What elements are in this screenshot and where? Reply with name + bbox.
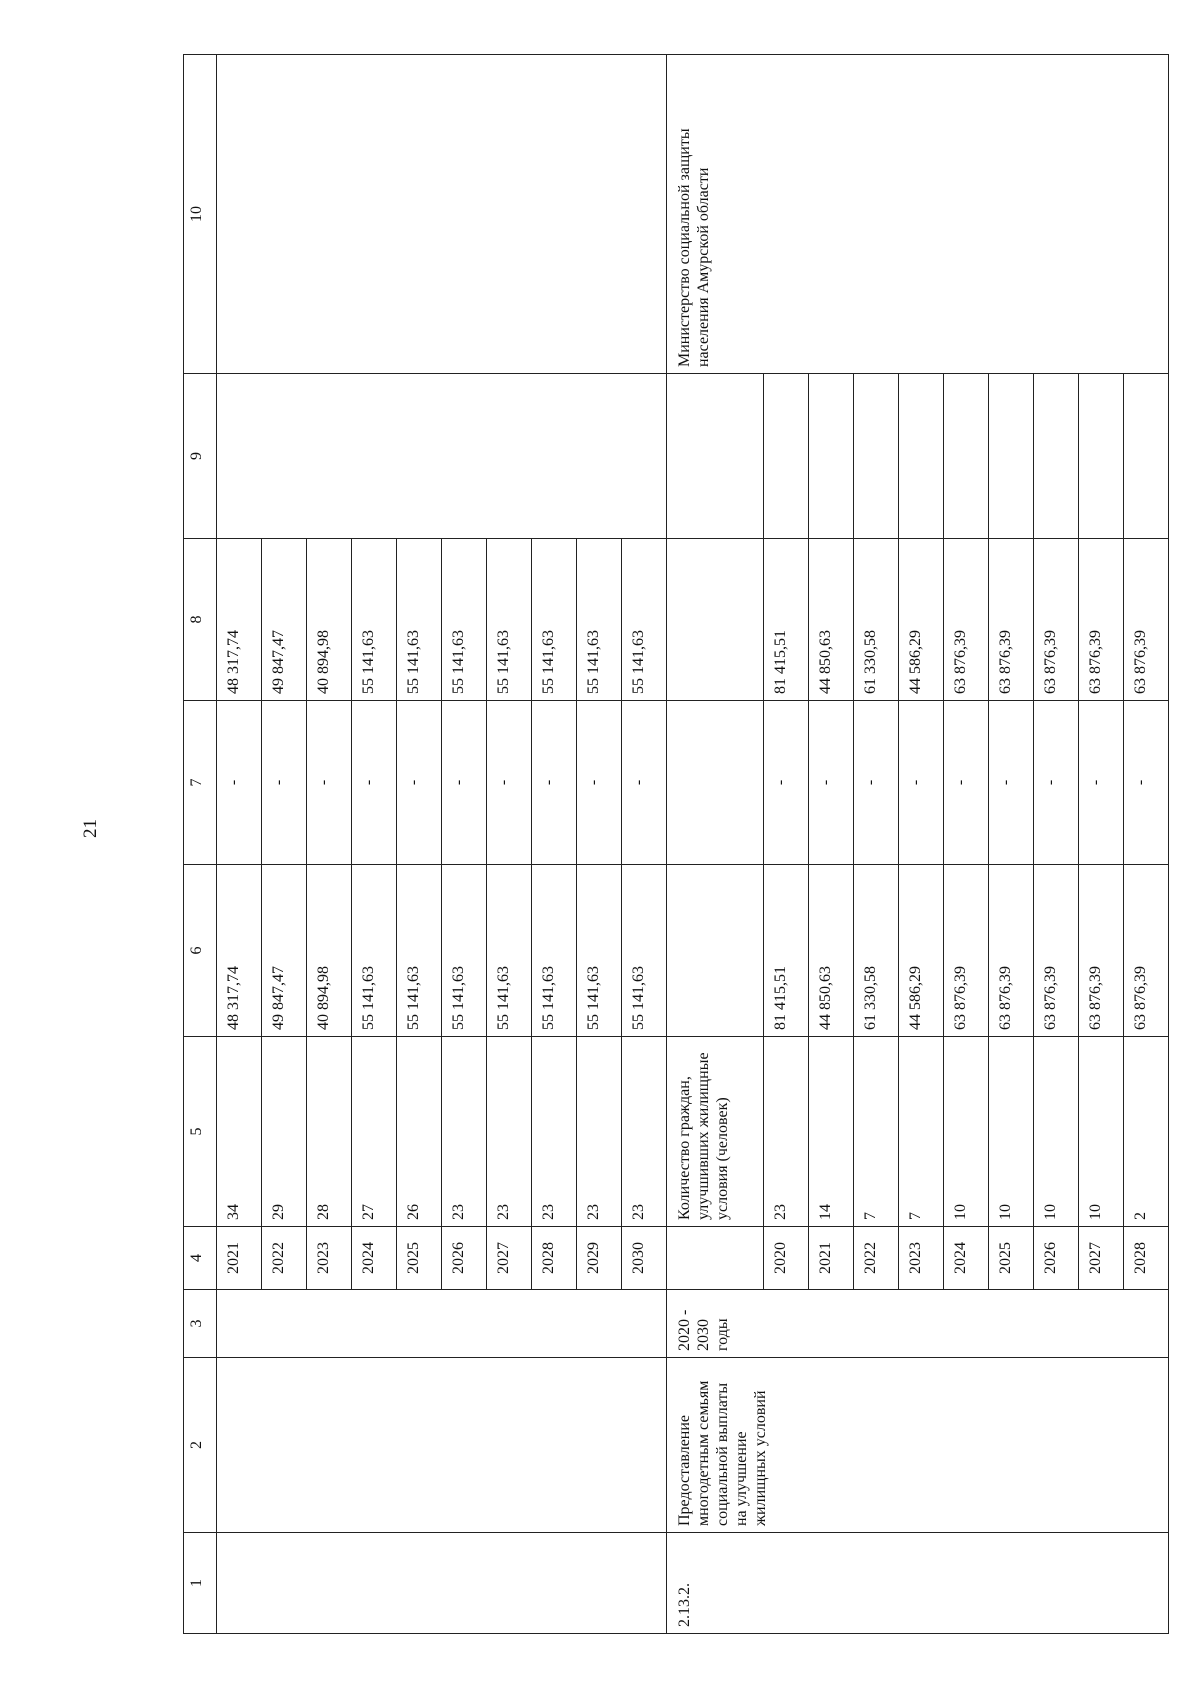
empty-cell <box>899 374 944 539</box>
table-row <box>577 55 622 1634</box>
empty-cell <box>397 1533 442 1634</box>
indicator-value-cell: 10 <box>1079 1037 1124 1227</box>
amount-cell: - <box>532 701 577 865</box>
empty-cell <box>307 374 352 539</box>
indicator-value-cell: 26 <box>397 1037 442 1227</box>
amount-cell: 44 850,63 <box>809 865 854 1037</box>
amount-cell: 55 141,63 <box>487 539 532 701</box>
table-body <box>217 55 1169 1634</box>
amount-cell: 81 415,51 <box>764 539 809 701</box>
column-number: 5 <box>184 1037 217 1227</box>
empty-cell <box>667 539 764 701</box>
table-row <box>352 55 397 1634</box>
amount-cell: - <box>397 701 442 865</box>
empty-cell <box>262 1290 307 1358</box>
empty-cell <box>532 55 577 374</box>
amount-cell: 44 850,63 <box>809 539 854 701</box>
column-number-row <box>184 55 217 1634</box>
table-row <box>307 55 352 1634</box>
year-cell: 2021 <box>217 1227 262 1290</box>
empty-cell <box>442 374 487 539</box>
indicator-value-cell: 23 <box>442 1037 487 1227</box>
indicator-value-cell: 28 <box>307 1037 352 1227</box>
amount-cell: 40 894,98 <box>307 539 352 701</box>
empty-cell <box>397 55 442 374</box>
amount-cell: 63 876,39 <box>1034 865 1079 1037</box>
indicator-value-cell: 23 <box>532 1037 577 1227</box>
table-row <box>397 55 442 1634</box>
amount-cell: - <box>577 701 622 865</box>
empty-cell <box>532 1290 577 1358</box>
empty-cell <box>217 374 262 539</box>
amount-cell: 63 876,39 <box>989 539 1034 701</box>
empty-cell <box>577 1358 622 1533</box>
empty-cell <box>262 1358 307 1533</box>
program-measures-table <box>183 54 1169 1634</box>
amount-cell: 48 317,74 <box>217 865 262 1037</box>
indicator-value-cell: 10 <box>944 1037 989 1227</box>
empty-cell <box>622 374 667 539</box>
amount-cell: 49 847,47 <box>262 865 307 1037</box>
amount-cell: 55 141,63 <box>577 865 622 1037</box>
amount-cell: - <box>442 701 487 865</box>
empty-cell <box>352 1358 397 1533</box>
amount-cell: 55 141,63 <box>397 865 442 1037</box>
executor-name: Министерство социальной защиты населения Амурской области <box>667 55 1169 374</box>
indicator-value-cell: 23 <box>622 1037 667 1227</box>
empty-cell <box>262 55 307 374</box>
empty-cell <box>622 1290 667 1358</box>
amount-cell: - <box>764 701 809 865</box>
measure-name: Предоставление многодетным семьям социальной выплаты на улучшение жилищных условий <box>667 1358 1169 1533</box>
indicator-value-cell: 23 <box>764 1037 809 1227</box>
empty-cell <box>944 374 989 539</box>
empty-cell <box>487 1533 532 1634</box>
amount-cell: 61 330,58 <box>854 865 899 1037</box>
empty-cell <box>622 1358 667 1533</box>
year-cell: 2026 <box>1034 1227 1079 1290</box>
empty-cell <box>1124 374 1169 539</box>
empty-cell <box>307 1533 352 1634</box>
column-number: 2 <box>184 1358 217 1533</box>
empty-cell <box>764 374 809 539</box>
year-cell: 2028 <box>532 1227 577 1290</box>
amount-cell: 81 415,51 <box>764 865 809 1037</box>
table-row <box>622 55 667 1634</box>
empty-cell <box>217 1533 262 1634</box>
amount-cell: 63 876,39 <box>944 865 989 1037</box>
year-cell: 2025 <box>989 1227 1034 1290</box>
column-number: 6 <box>184 865 217 1037</box>
amount-cell: 55 141,63 <box>442 539 487 701</box>
empty-cell <box>442 1358 487 1533</box>
amount-cell: 55 141,63 <box>532 539 577 701</box>
amount-cell: 49 847,47 <box>262 539 307 701</box>
column-number: 8 <box>184 539 217 701</box>
empty-cell <box>307 1358 352 1533</box>
amount-cell: - <box>899 701 944 865</box>
empty-cell <box>532 374 577 539</box>
empty-cell <box>622 55 667 374</box>
table-row <box>442 55 487 1634</box>
measure-period: 2020 - 2030 годы <box>667 1290 1169 1358</box>
amount-cell: - <box>809 701 854 865</box>
table-row <box>532 55 577 1634</box>
indicator-value-cell: 7 <box>854 1037 899 1227</box>
amount-cell: 55 141,63 <box>397 539 442 701</box>
empty-cell <box>667 1227 764 1290</box>
empty-cell <box>262 374 307 539</box>
indicator-value-cell: 23 <box>487 1037 532 1227</box>
amount-cell: 55 141,63 <box>352 539 397 701</box>
empty-cell <box>217 1290 262 1358</box>
year-cell: 2028 <box>1124 1227 1169 1290</box>
empty-cell <box>667 865 764 1037</box>
empty-cell <box>352 1290 397 1358</box>
year-cell: 2023 <box>899 1227 944 1290</box>
indicator-value-cell: 10 <box>989 1037 1034 1227</box>
page-number: 21 <box>80 819 101 838</box>
year-cell: 2024 <box>944 1227 989 1290</box>
measure-number: 2.13.2. <box>667 1533 1169 1634</box>
amount-cell: 48 317,74 <box>217 539 262 701</box>
amount-cell: 55 141,63 <box>487 865 532 1037</box>
amount-cell: - <box>1034 701 1079 865</box>
empty-cell <box>487 374 532 539</box>
indicator-value-cell: 34 <box>217 1037 262 1227</box>
amount-cell: - <box>307 701 352 865</box>
amount-cell: 63 876,39 <box>944 539 989 701</box>
indicator-value-cell: 14 <box>809 1037 854 1227</box>
indicator-value-cell: 27 <box>352 1037 397 1227</box>
year-cell: 2024 <box>352 1227 397 1290</box>
empty-cell <box>307 55 352 374</box>
amount-cell: - <box>1124 701 1169 865</box>
amount-cell: 55 141,63 <box>622 865 667 1037</box>
year-cell: 2022 <box>854 1227 899 1290</box>
empty-cell <box>577 1290 622 1358</box>
amount-cell: 55 141,63 <box>577 539 622 701</box>
empty-cell <box>262 1533 307 1634</box>
amount-cell: 55 141,63 <box>352 865 397 1037</box>
column-number: 1 <box>184 1533 217 1634</box>
indicator-name: Количество граждан, улучшивших жилищные условия (человек) <box>667 1037 764 1227</box>
empty-cell <box>442 1533 487 1634</box>
year-cell: 2030 <box>622 1227 667 1290</box>
indicator-value-cell: 23 <box>577 1037 622 1227</box>
empty-cell <box>397 1358 442 1533</box>
empty-cell <box>532 1358 577 1533</box>
year-cell: 2021 <box>809 1227 854 1290</box>
year-cell: 2020 <box>764 1227 809 1290</box>
empty-cell <box>352 55 397 374</box>
amount-cell: 55 141,63 <box>622 539 667 701</box>
table-row <box>262 55 307 1634</box>
amount-cell: - <box>352 701 397 865</box>
year-cell: 2027 <box>487 1227 532 1290</box>
amount-cell: 63 876,39 <box>1124 539 1169 701</box>
empty-cell <box>577 374 622 539</box>
amount-cell: - <box>989 701 1034 865</box>
year-cell: 2025 <box>397 1227 442 1290</box>
amount-cell: 44 586,29 <box>899 865 944 1037</box>
indicator-value-cell: 10 <box>1034 1037 1079 1227</box>
measure-header-row <box>667 55 764 1634</box>
amount-cell: - <box>854 701 899 865</box>
amount-cell: 44 586,29 <box>899 539 944 701</box>
empty-cell <box>809 374 854 539</box>
empty-cell <box>667 374 764 539</box>
indicator-value-cell: 29 <box>262 1037 307 1227</box>
empty-cell <box>577 1533 622 1634</box>
column-number: 4 <box>184 1227 217 1290</box>
amount-cell: - <box>622 701 667 865</box>
amount-cell: 63 876,39 <box>1079 865 1124 1037</box>
amount-cell: 63 876,39 <box>1124 865 1169 1037</box>
empty-cell <box>397 1290 442 1358</box>
year-cell: 2029 <box>577 1227 622 1290</box>
rotated-table-container <box>183 55 1149 1634</box>
column-number: 3 <box>184 1290 217 1358</box>
amount-cell: - <box>944 701 989 865</box>
empty-cell <box>442 55 487 374</box>
empty-cell <box>487 1290 532 1358</box>
empty-cell <box>989 374 1034 539</box>
empty-cell <box>397 374 442 539</box>
empty-cell <box>854 374 899 539</box>
column-number: 10 <box>184 55 217 374</box>
amount-cell: - <box>1079 701 1124 865</box>
empty-cell <box>577 55 622 374</box>
empty-cell <box>352 374 397 539</box>
empty-cell <box>667 701 764 865</box>
amount-cell: - <box>217 701 262 865</box>
year-cell: 2026 <box>442 1227 487 1290</box>
empty-cell <box>622 1533 667 1634</box>
amount-cell: - <box>487 701 532 865</box>
amount-cell: 63 876,39 <box>989 865 1034 1037</box>
empty-cell <box>1079 374 1124 539</box>
amount-cell: 61 330,58 <box>854 539 899 701</box>
amount-cell: 63 876,39 <box>1034 539 1079 701</box>
empty-cell <box>442 1290 487 1358</box>
year-cell: 2023 <box>307 1227 352 1290</box>
year-cell: 2027 <box>1079 1227 1124 1290</box>
empty-cell <box>307 1290 352 1358</box>
empty-cell <box>217 55 262 374</box>
amount-cell: 63 876,39 <box>1079 539 1124 701</box>
empty-cell <box>532 1533 577 1634</box>
amount-cell: 55 141,63 <box>532 865 577 1037</box>
empty-cell <box>1034 374 1079 539</box>
empty-cell <box>217 1358 262 1533</box>
amount-cell: - <box>262 701 307 865</box>
amount-cell: 55 141,63 <box>442 865 487 1037</box>
table-row <box>487 55 532 1634</box>
column-number: 7 <box>184 701 217 865</box>
column-number: 9 <box>184 374 217 539</box>
empty-cell <box>352 1533 397 1634</box>
indicator-value-cell: 7 <box>899 1037 944 1227</box>
table-row <box>217 55 262 1634</box>
empty-cell <box>487 55 532 374</box>
year-cell: 2022 <box>262 1227 307 1290</box>
empty-cell <box>487 1358 532 1533</box>
amount-cell: 40 894,98 <box>307 865 352 1037</box>
indicator-value-cell: 2 <box>1124 1037 1169 1227</box>
